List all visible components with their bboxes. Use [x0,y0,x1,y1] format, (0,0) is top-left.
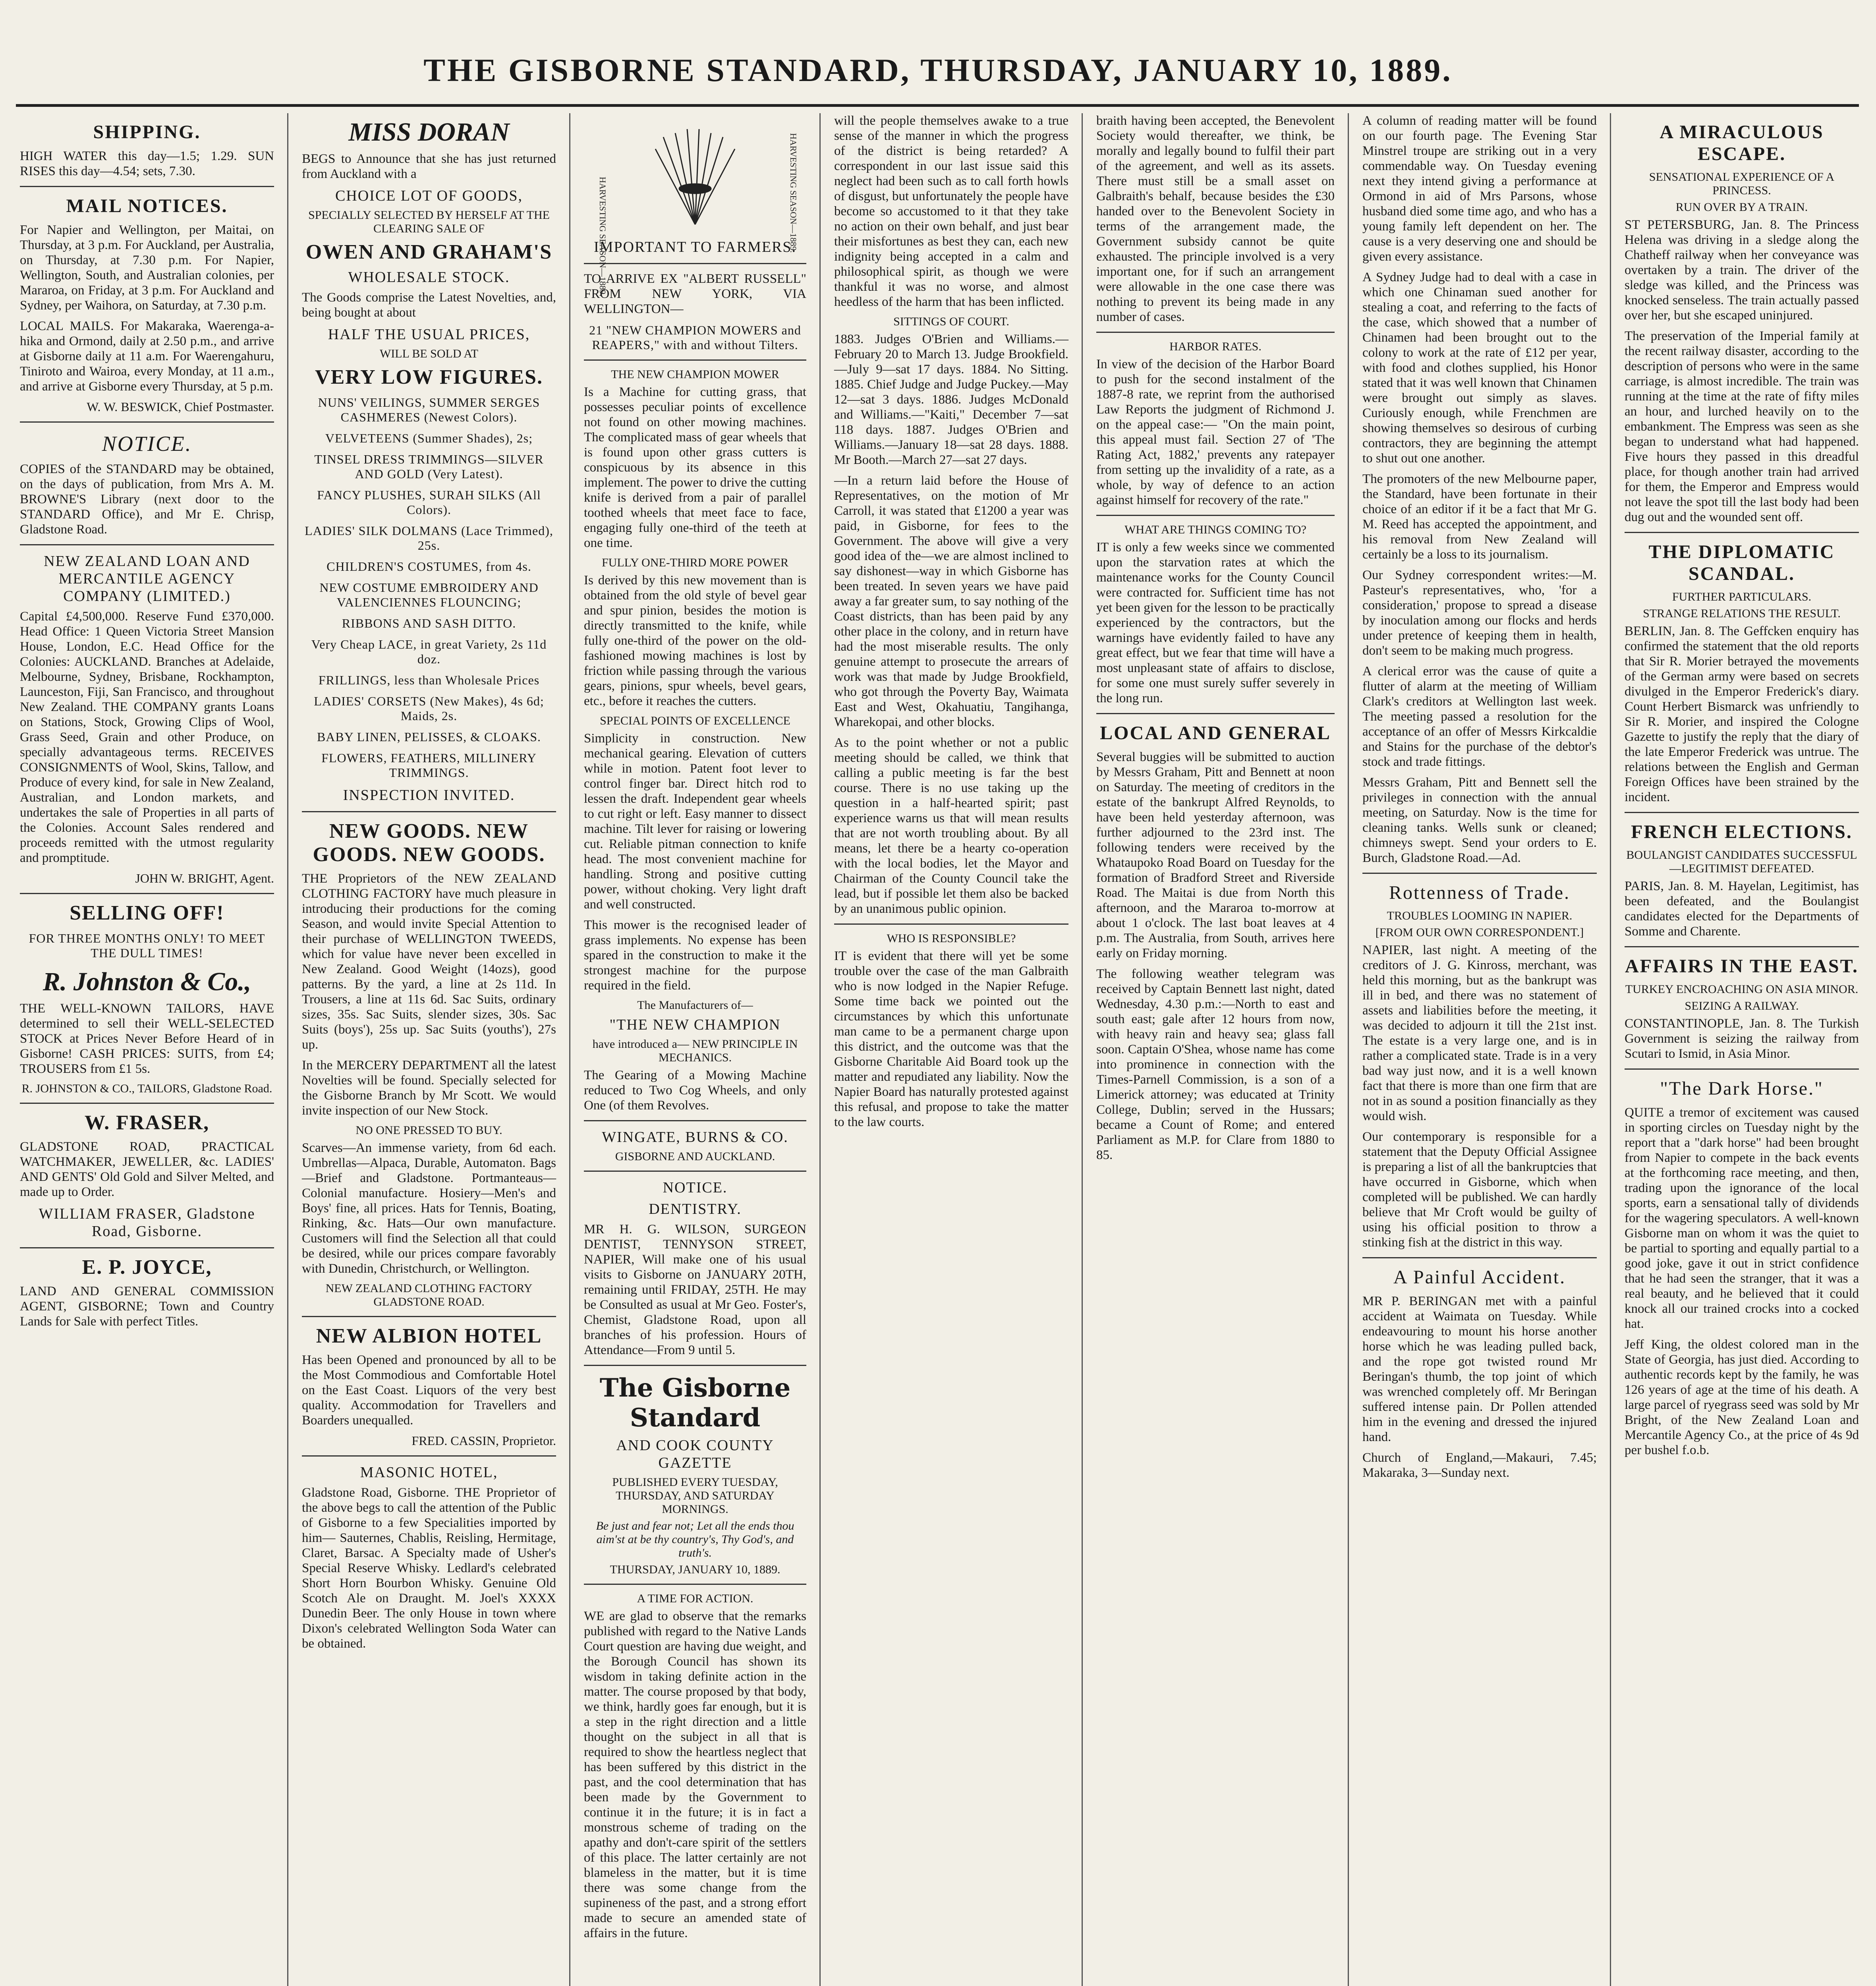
things-text: IT is only a few weeks since we commented upon the starvation rates at which the maintenance works for the County Council were contracted for. Sufficient time has not yet been given for the lesson to be practically experienced by the contractors, but the warnings have evidently failed to have any great effect, but we fear that time will have a most unpleasant state of affairs to disclose, for some one must surely suffer severely in the long run. [1096,540,1335,705]
east-heading: AFFAIRS IN THE EAST. [1625,956,1859,977]
fully-text: Is derived by this new movement than is obtained from the old style of bevel gear and spur pinion, besides the motion is directly transmitted to the knife, while fully one-third of the power on the old-fashioned mowing machines is lost by friction while passing through the various gears, pinions, spur wheels, bevel gears, etc., before it reaches the cutters. [584,573,806,708]
editorial-text: will the people themselves awake to a true sense of the manner in which the progress of the district is being retarded? A correspondent in our last issue said this neglect had been such as to call forth howls of disgust, but unfortunately the people have become so accustomed to it that they take no action on their own behalf, and just bear their misfortunes as best they can, each new indignity being accepted in a calm and philosophical spirit, as though we were thankful it was no worse, and almost heedless of the harm that has been inflicted. [834,114,1068,309]
mail-text-local: LOCAL MAILS. For Makaraka, Waerenga-a-hika and Ormond, daily at 2.50 p.m., and arrive at Gisborne daily at 11 a.m. For Waerengahuru, Tiniroto and Wairoa, every Monday, at 11 a.m., and arrive at Gisborne every Thursday, at 5 p.m. [20,319,274,394]
joyce-title: E. P. JOYCE, [82,1256,212,1279]
gearing-text: The Gearing of a Mowing Machine reduced to Two Cog Wheels, and only One (of them Revolves. [584,1068,806,1113]
paper-publication: PUBLISHED EVERY TUESDAY, THURSDAY, AND SATURDAY MORNINGS. [612,1476,778,1516]
divider [20,1103,274,1104]
paper-subtitle: AND COOK COUNTY GAZETTE [616,1437,774,1471]
things-heading: WHAT ARE THINGS COMING TO? [1124,523,1306,536]
champion-sub: have introduced a— NEW PRINCIPLE IN MECHANICS. [592,1037,798,1064]
doran-line: VERY LOW FIGURES. [315,366,543,388]
wingate-title: WINGATE, BURNS & CO. [602,1129,788,1146]
divider [584,1171,806,1172]
accident-text: MR P. BERINGAN met with a painful accident at Waimata on Tuesday. While endeavouring to mount his horse another horse which he was leading pulled back, and the rope got twisted round Mr Beringan's thumb, the top joint of which was wrenched completely off. Mr Beringan suffered intense pain. Dr Pollen attended him in the evening and dressed the injured hand. [1362,1294,1597,1444]
paper-date: THURSDAY, JANUARY 10, 1889. [610,1563,781,1576]
column-divider [569,113,570,1986]
church-notice: Church of England,—Makauri, 7.45; Makaraka, 3—Sunday next. [1362,1451,1597,1480]
doran-item: FRILLINGS, less than Wholesale Prices [318,673,540,687]
divider [584,1584,806,1585]
inspection-invited: INSPECTION INVITED. [343,787,515,804]
doran-line: HALF THE USUAL PRICES, [328,326,530,343]
column-divider [1082,113,1083,1986]
editorial-text: braith having been accepted, the Benevolent Society would thereafter, we think, be morally and legally bound to fulfil their part of the agreement, and well as its assets. There must still be a small asset on Galbraith's behalf, because besides the £30 handed over to the Benevolent Society in terms of the arrangement made, the Government subsidy cannot be quite exhausted. The principle involved is a very important one, for if such an arrangement were allowable in the one case there was nothing to prevent its being made in any number of cases. [1096,114,1335,324]
editorial-text: As to the point whether or not a public meeting should be called, we think that calling a public meeting is far the best course. There is no use taking up the question in a half-hearted spirit; past experience warns us that will mean results that are not worth troubling about. By all means, let there be a hearty co-operation with the local bodies, let the Mayor and Chairman of the County Council take the lead, but if possible let them also be backed by an unanimous public opinion. [834,736,1068,916]
divider [20,1247,274,1248]
east-sub: TURKEY ENCROACHING ON ASIA MINOR. [1625,983,1859,996]
dentist-text: MR H. G. WILSON, SURGEON DENTIST, TENNYSON STREET, NAPIER, Will make one of his usual visits to Gisborne on JANUARY 20TH, remaining until FRIDAY, 25TH. He may be Consulted as usual at Mr Geo. Foster's, Chemist, Gladstone Road, upon all branches of his profession. Hours of Attendance—From 9 until 5. [584,1222,806,1357]
joyce-text: LAND AND GENERAL COMMISSION AGENT, GISBORNE; Town and Country Lands for Sale with perfect Titles. [20,1284,274,1329]
accident-heading: A Painful Accident. [1393,1267,1566,1288]
escape-sub: SENSATIONAL EXPERIENCE OF A PRINCESS. [1649,170,1835,197]
escape-heading: A MIRACULOUS ESCAPE. [1660,122,1824,164]
local-general-heading: LOCAL AND GENERAL [1100,723,1331,744]
news-text: A Sydney Judge had to deal with a case in which one Chinaman sued another for stealing a coat, and referring to the facts of the case, which showed that a number of Chinamen had been brought out to the colony to work at the rate of £12 per year, with food and clothes supplied, his Honor stated that it was well known that Chinamen were brought out simply as slaves. Curiously enough, while Frenchmen are showing themselves so desirous of curbing contractors, they are beginning the attempt to shut out one another. [1362,270,1597,466]
divider [302,1316,556,1317]
divider [1096,515,1335,516]
news-text: Our Sydney correspondent writes:—M. Pasteur's representatives, who, 'for a consideration,' propose to spread a disease by inoculation among our flocks and herds under pretence of keeping them in health, don't seem to be making much progress. [1362,568,1597,658]
nz-loan-heading: NEW ZEALAND LOAN AND MERCANTILE AGENCY COMPANY (LIMITED.) [44,553,250,605]
doran-item: FANCY PLUSHES, SURAH SILKS (All Colors). [317,488,541,517]
diplomatic-sub: FURTHER PARTICULARS. [1672,590,1812,603]
doran-item: LADIES' SILK DOLMANS (Lace Trimmed), 25s. [305,524,553,553]
responsible-heading: WHO IS RESPONSIBLE? [887,932,1016,945]
mower-text: Is a Machine for cutting grass, that possesses peculiar points of excellence not found on other mowing machines. The complicated mass of gear wheels that is found upon other grass cutters is conspicuous by its absence in this implement. The power to drive the cutting knife is derived from a pair of parallel toothed wheels that meet face to face, engaging fully one-third of the teeth at one time. [584,385,806,550]
divider [20,421,274,423]
mail-heading: MAIL NOTICES. [66,195,228,216]
news-text: A clerical error was the cause of quite a flutter of alarm at the meeting of William Clark's creditors at Wellington last week. The meeting passed a resolution for the acceptance of an offer of Messrs Kirkcaldie and Stains for the purchase of the debtor's stock and trade fittings. [1362,664,1597,769]
doran-item: FLOWERS, FEATHERS, MILLINERY TRIMMINGS. [321,751,537,780]
selling-off-heading: SELLING OFF! [70,902,224,924]
albion-signature: FRED. CASSIN, Proprietor. [412,1433,556,1448]
sittings-text: 1883. Judges O'Brien and Williams.—February 20 to March 13. Judge Brookfield.—July 9—sat 17 days. 1884. No Sitting. 1885. Chief Judge and Judge Puckey.—May 12—sat 3 days. 1886. Judges McDonald and Williams.—"Kaiti," December 7—sat 118 days. 1887. Judges O'Brien and Williams.—January 18—sat 28 days. 1888. Mr Booth.—March 27—sat 27 days. [834,332,1068,467]
column-5 [1084,113,1347,1986]
masonic-text: Gladstone Road, Gisborne. THE Proprietor of the above begs to call the attention of the Public of Gisborne to a few Specialities imported by him— Sauternes, Chablis, Reisling, Hermitage, Claret, Barsac. A Specialty made of Usher's Special Reserve Whisky. Ledlard's celebrated Short Horn Bourbon Whisky. Genuine Old Scotch Ale on Draught. M. Joel's XXXX Dunedin Beer. The only House in town where Dixon's celebrated Wellington Soda Water can be obtained. [302,1486,556,1651]
news-text: Jeff King, the oldest colored man in the State of Georgia, has just died. According to authentic records kept by the family, he was 126 years of age at the time of his death. A large parcel of ryegrass seed was sold by Mr Bright, of the New Zealand Loan and Mercantile Agency Co., at the price of 4s 9d per bushel f.o.b. [1625,1337,1859,1457]
french-sub: BOULANGIST CANDIDATES SUCCESSFUL—LEGITIMIST DEFEATED. [1626,848,1857,875]
johnston-signature: R. JOHNSTON & CO., TAILORS, Gladstone Road. [21,1082,272,1095]
dark-horse-text: QUITE a tremor of excitement was caused in sporting circles on Tuesday night by the report that a "dark horse" had been brought from Napier to compete in the back events at the forthcoming race meeting, and then, trading upon the ignorance of the local sports, earn a sensational tally of dividends for the wagering speculators. A well-known Gisborne man on whom it was the quiet to be partial to sporting and equally partial to a good joke, gave it out in strict confidence that he had seen the stranger, that it was a real beauty, and he believed that it could knock all our trained crocks into a cocked hat. [1625,1105,1859,1331]
albion-title: NEW ALBION HOTEL [316,1325,542,1347]
manufacturers-line: The Manufacturers of— [637,999,753,1012]
doran-item: NUNS' VEILINGS, SUMMER SERGES CASHMERES (Newest Colors). [318,395,540,424]
east-sub-2: SEIZING A RAILWAY. [1685,999,1799,1012]
svg-text:HARVESTING SEASON—1889.: HARVESTING SEASON—1889. [598,177,608,297]
doran-line: CHOICE LOT OF GOODS, [335,187,523,204]
divider [1096,713,1335,714]
column-1 [8,113,286,1986]
important-to-farmers: IMPORTANT TO FARMERS. [593,239,797,255]
french-text: PARIS, Jan. 8. M. Hayelan, Legitimist, has been defeated, and the Boulangist candidates elected for the Departments of Somme and Charente. [1625,879,1859,939]
divider [1625,946,1859,947]
clothing-factory-signature: NEW ZEALAND CLOTHING FACTORY GLADSTONE ROAD. [325,1282,533,1308]
paper-motto: Be just and fear not; Let all the ends thou aim'st at be thy country's, Thy God's, and truth's. [596,1519,794,1559]
masthead-rule [16,104,1859,107]
mail-signature: W. W. BESWICK, Chief Postmaster. [87,400,274,414]
masthead: THE GISBORNE STANDARD, THURSDAY, JANUARY 10, 1889. [423,52,1453,88]
column-3 [572,113,818,1986]
shipping-text: HIGH WATER this day—1.5; 1.29. SUN RISES this day—4.54; sets, 7.30. [20,149,274,178]
rottenness-heading: Rottenness of Trade. [1389,882,1570,903]
nz-loan-signature: JOHN W. BRIGHT, Agent. [135,871,274,885]
notice-heading-2: NOTICE. [663,1179,728,1196]
local-text: Several buggies will be submitted to auction by Messrs Graham, Pitt and Bennett at noon on Saturday. The meeting of creditors in the estate of the bankrupt Alfred Reynolds, to have been held yesterday afternoon, was further adjourned to the 23rd inst. The following tenders were received by the Whataupoko Road Board on Tuesday for the formation of Bradford Street and Riverside Road. The Maitai is due from North this afternoon, and the Mararoa to-morrow at about 1 o'clock. The last boat leaves at 4 p.m. The Australia, from South, arrives here early on Friday morning. [1096,750,1335,960]
editorial-text: IT is evident that there will yet be some trouble over the case of the man Galbraith who is now lodged in the Napier Refuge. Some time back we pointed out the circumstances by which this unfortunate man came to be a permanent charge upon this district, and the outcome was that the Gisborne Charitable Aid Board took up the matter and repudiated any liability. Now the Napier Board has naturally protested against this refusal, and propose to take the matter to the law courts. [834,949,1068,1129]
divider [1096,332,1335,333]
divider [584,359,806,361]
column-divider [1348,113,1349,1986]
johnston-text: THE WELL-KNOWN TAILORS, HAVE determined to sell their WELL-SELECTED STOCK at Prices Never Before Heard of in Gisborne! CASH PRICES: SUITS, from £4; TROUSERS from £1 5s. [20,1001,274,1076]
fraser-signature: WILLIAM FRASER, Gladstone Road, Gisborne. [39,1206,255,1240]
divider [20,186,274,187]
divider [20,893,274,894]
doran-line: OWEN AND GRAHAM'S [305,241,553,263]
notice-text: COPIES of the STANDARD may be obtained, on the days of publication, from Mrs A. M. BROWNE'S Library (next door to the STANDARD Office), and Mr E. Chrisp, Gladstone Road. [20,462,274,537]
action-heading: A TIME FOR ACTION. [637,1592,753,1605]
sittings-heading: SITTINGS OF COURT. [893,315,1009,328]
doran-item: CHILDREN'S COSTUMES, from 4s. [327,559,531,574]
news-text: Our contemporary is responsible for a statement that the Deputy Official Assignee is preparing a list of all the bankruptcies that have occurred in Gisborne, which when completed will be published. We can hardly believe that Mr Croft would be guilty of using his official position to throw a stinking fish at the district in this way. [1362,1130,1597,1250]
column-divider [287,113,288,1986]
local-text: The following weather telegram was received by Captain Bennett last night, dated Wednesday, 4.30 p.m.:—North to east and south east; gale after 12 hours from now, with heavy rain and heavy sea; glass fall soon. Captain O'Shea, whose name has come into prominence in connection with the Times-Parnell Commission, is a son of a Limerick attorney; was educated at Trinity College, Dublin; served in the Hussars; became a Count of Rome; and entered Parliament as M.P. for Clare from 1880 to 85. [1096,967,1335,1162]
escape-text: The preservation of the Imperial family at the recent railway disaster, according to the description of persons who were in the same carriage, is almost incredible. The train was running at the time at the rate of fifty miles an hour, and lurched heavily on to the embankment. The Empress was seen as she began to understand what had happened. Five hours they passed in this dreadful place, for though another train had arrived for them, the Emperor and Empress would not leave the spot till the last body had been dug out and the wounded sent off. [1625,329,1859,524]
doran-line: WHOLESALE STOCK. [348,269,510,286]
mower-heading: THE NEW CHAMPION MOWER [611,368,779,381]
champion-title: "THE NEW CHAMPION [609,1016,781,1033]
dentistry-heading: DENTISTRY. [649,1201,742,1217]
harbor-heading: HARBOR RATES. [1169,340,1262,353]
column-7 [1613,113,1871,1986]
doran-line: WILL BE SOLD AT [379,347,479,360]
divider [1625,532,1859,533]
doran-item: VELVETEENS (Summer Shades), 2s; [325,431,533,445]
doran-item: TINSEL DRESS TRIMMINGS—SILVER AND GOLD (Very Latest). [314,452,544,481]
doran-item: BABY LINEN, PELISSES, & CLOAKS. [317,730,541,744]
arrival-text: TO ARRIVE EX "ALBERT RUSSELL" FROM NEW YORK, VIA WELLINGTON— [584,272,806,316]
champion-count: 21 "NEW CHAMPION MOWERS and REAPERS," with and without Tilters. [589,323,801,352]
news-text: A column of reading matter will be found on our fourth page. The Evening Star Minstrel troupe are striking out in a very commendable way. On Tuesday evening next they intend giving a performance at Ormond in aid of Mrs Parsons, whose husband died some time ago, and who has a young family left dependent on her. The cause is a very deserving one and should be given every assistance. [1362,114,1597,264]
special-heading: SPECIAL POINTS OF EXCELLENCE [600,714,790,727]
news-text: The promoters of the new Melbourne paper, the Standard, have been fortunate in their choice of an editor if it be a fact that Mr G. M. Reed has accepted the appointment, and his removal from New Zealand will certainly be a loss to its journalism. [1362,472,1597,562]
column-6 [1350,113,1609,1986]
divider [302,811,556,812]
action-text: WE are glad to observe that the remarks published with regard to the Native Lands Court question are having due weight, and the Borough Council has shown its wisdom in taking definite action in the matter. The course proposed by that body, we think, hardly goes far enough, but it is a step in the right direction and a little thought on the subject in all that is required to show the heartless neglect that has been suffered by this district in the past, and the cool determination that has been made by the Government to continue it in the future; it is in fact a monstrous scheme of trading on the apathy and don't-care spirit of the settlers of this place. The latter certainly are not blameless in the matter, but it is time there was some change from the supineness of the past, and a strong effort made to secure an amended state of affairs in the future. [584,1609,806,1940]
masonic-title: MASONIC HOTEL, [360,1464,498,1481]
johnston-title: R. Johnston & Co., [43,967,251,996]
doran-text: The Goods comprise the Latest Novelties, and, being bought at about [302,290,556,320]
fraser-text: GLADSTONE ROAD, PRACTICAL WATCHMAKER, JEWELLER, &c. LADIES' AND GENTS' Old Gold and Silver Melted, and made up to Order. [20,1140,274,1199]
divider [584,1365,806,1366]
divider [1625,812,1859,813]
divider [834,923,1068,925]
selling-off-sub: FOR THREE MONTHS ONLY! TO MEET THE DULL TIMES! [29,931,265,960]
fully-heading: FULLY ONE-THIRD MORE POWER [601,556,789,569]
svg-text:HARVESTING SEASON—1889.: HARVESTING SEASON—1889. [788,133,798,253]
harbor-text: In view of the decision of the Harbor Board to push for the second instalment of the 1887-8 rate, we reprint from the authorised Law Reports the judgment of Richmond J. on the appeal case:— "On the main point, this appeal must fail. Section 27 of 'The Rating Act, 1882,' prevents any ratepayer from setting up the invalidity of a rate, as a whole, by way of defence to an action against himself for recovery of the rate." [1096,357,1335,507]
albion-text: Has been Opened and pronounced by all to be the Most Commodious and Comfortable Hotel on the East Coast. Liquors of the very best quality. Accommodation for Travellers and Boarders unequalled. [302,1353,556,1428]
east-text: CONSTANTINOPLE, Jan. 8. The Turkish Government is seizing the railway from Scutari to Ismid, in Asia Minor. [1625,1016,1859,1061]
no-one-pressed: NO ONE PRESSED TO BUY. [355,1124,502,1137]
divider [302,1455,556,1457]
troubles-text: NAPIER, last night. A meeting of the creditors of J. G. Kinross, merchant, was held this morning, but as the bankrupt was ill in bed, and there was no statement of assets and liabilities before the meeting, it was decided to adjourn it till the 21st inst. The estate is a very large one, and is in rather a complicated state. Trade is in a very bad way just now, and it is a well known fact that there is more than one firm that are not in as sound a position financially as they would wish. [1362,943,1597,1123]
mail-text: For Napier and Wellington, per Maitai, on Thursday, at 3 p.m. For Auckland, per Australia, on Thursday, at 7.30 p.m. For Napier, Wellington, South, and Australian colonies, per Mararoa, on Friday, at 3 p.m. For Auckland and Sydney, per Waihora, on Saturday, at 7.30 p.m. [20,223,274,313]
new-goods-text: Scarves—An immense variety, from 6d each. Umbrellas—Alpaca, Durable, Automaton. Bags—Brief and Gladstone. Portmanteaus—Colonial manufacture. Hosiery—Men's and Boys' fine, all prices. Hats for Tennis, Boating, Rinking, &c. Hats—Our own manufacture. Customers will find the Selection all that could be desired, while our prices compare favorably with Dunedin, Christchurch, or Wellington. [302,1141,556,1276]
notice-heading: NOTICE. [102,432,192,456]
fraser-title: W. FRASER, [84,1111,210,1134]
divider [584,263,806,264]
escape-text: ST PETERSBURG, Jan. 8. The Princess Helena was driving in a sledge along the Chatheff railway when her conveyance was overtaken by a train. The driver of the sledge was killed, and the Princess was knocked senseless. The train actually passed over her, but she escaped uninjured. [1625,218,1859,323]
french-heading: FRENCH ELECTIONS. [1631,821,1853,842]
diplomatic-sub-2: STRANGE RELATIONS THE RESULT. [1643,607,1841,620]
news-text: Messrs Graham, Pitt and Bennett sell the privileges in connection with the annual meeting, on Saturday. Now is the time for cleaning tanks. Wells sunk or cleaned; chimneys swept. Send your orders to E. Burch, Gladstone Road.—Ad. [1362,775,1597,865]
new-goods-text: THE Proprietors of the NEW ZEALAND CLOTHING FACTORY have much pleasure in introducing their productions for the coming Season, and would invite Special Attention to their purchase of WELLINGTON TWEEDS, which for value have never been excelled in New Zealand. Good Weight (14ozs), good patterns. By the yard, a line at 2s 11d. In Trousers, a line at 11s 6d. Sac Suits, ordinary sizes, 35s. Sac Suits, slender sizes, 30s. Sac Suits (boys'), 25s up. Sac Suits (youths'), 27s up. [302,871,556,1052]
column-divider [819,113,821,1986]
new-goods-text: In the MERCERY DEPARTMENT all the latest Novelties will be found. Specially selected for the Gisborne Branch by Mr Scott. We would invite inspection of our New Stock. [302,1058,556,1118]
new-goods-title: NEW GOODS. NEW GOODS. NEW GOODS. [313,820,545,866]
doran-intro: BEGS to Announce that she has just returned from Auckland with a [302,152,556,181]
dark-horse-heading: "The Dark Horse." [1660,1078,1824,1099]
doran-line: SPECIALLY SELECTED BY HERSELF AT THE CLEARING SALE OF [308,209,550,235]
diplomatic-heading: THE DIPLOMATIC SCANDAL. [1648,541,1835,584]
divider [584,1120,806,1121]
escape-sub-2: RUN OVER BY A TRAIN. [1675,201,1808,214]
doran-item: NEW COSTUME EMBROIDERY AND VALENCIENNES FLOUNCING; [319,580,539,609]
doran-item: Very Cheap LACE, in great Variety, 2s 11d doz. [311,637,547,666]
paper-title: The Gisborne Standard [599,1373,791,1433]
diplomatic-text: BERLIN, Jan. 8. The Geffcken enquiry has confirmed the statement that the old reports that Sir R. Morier betrayed the movements of the German army were based on secrets divulged in the Emperor Frederick's diary. Count Herbert Bismarck was unfriendly to Sir R. Morier, and inspired the Cologne Gazette to justify the reply that the diary of the late Emperor Frederick was untrue. The relations between the English and German Foreign Offices have been strained by the incident. [1625,624,1859,804]
special-text: Simplicity in construction. New mechanical gearing. Elevation of cutters while in motion. Patent foot lever to control finger bar. Direct hitch rod to lessen the draft. Independent gear wheels to cut right or left. Easy manner to dissect machine. Tilt lever for raising or lowering cut. Reliable pitman connection to knife head. The most convenient machine for handling. Strong and positive cutting power, without choking. Very light draft and well constructed. [584,731,806,912]
column-2 [290,113,568,1986]
divider [1362,1257,1597,1258]
doran-item: RIBBONS AND SASH DITTO. [342,616,516,630]
divider [1362,873,1597,874]
doran-title: MISS DORAN [348,118,510,147]
doran-item: LADIES' CORSETS (New Makes), 4s 6d; Maids, 2s. [314,694,544,723]
column-4 [822,113,1080,1986]
column-divider [1610,113,1611,1986]
troubles-heading: TROUBLES LOOMING IN NAPIER. [1387,909,1573,922]
nz-loan-text: Capital £4,500,000. Reserve Fund £370,000. Head Office: 1 Queen Victoria Street Mansion House, London, E.C. Head Office for the Colonies: AUCKLAND. Branches at Adelaide, Melbourne, Sydney, Brisbane, Rockhampton, Launceston, Fiji, San Francisco, and throughout New Zealand. THE COMPANY grants Loans on Stations, Stock, Growing Clips of Wool, Grass Seed, Grain and other Produce, on specially advantageous terms. RECEIVES CONSIGNMENTS of Wool, Skins, Tallow, and Produce of every kind, for sale in New Zealand, Australian, and London markets, and undertakes the sale of Properties in all parts of the Colonies. Account Sales rendered and proceeds remitted with the utmost regularity and promptitude. [20,609,274,865]
wingate-sub: GISBORNE AND AUCKLAND. [615,1150,775,1163]
editorial-text: —In a return laid before the House of Representatives, on the motion of Mr Carroll, it was stated that £1200 a year was paid, in Gisborne, for fees to the Government. The above will give a very good idea of the—we are almost inclined to say dishonest—way in which Gisborne has been treated. In seven years we have paid away a far greater sum, to say nothing of the Coast districts, than has been paid by any other place in the colony, and in return have had the most miserable results. The only genuine attempt to prosecute the arrears of work was that made by Judge Brookfield, who got through the Poverty Bay, Waimata East and West, Okahuatiu, Tangihanga, Wharekopai, and other blocks. [834,473,1068,729]
troubles-sub: [FROM OUR OWN CORRESPONDENT.] [1375,926,1584,939]
mower-text: This mower is the recognised leader of grass implements. No expense has been spared in the construction to make it the strongest machine for the purpose required in the field. [584,918,806,993]
divider [20,544,274,545]
shipping-heading: SHIPPING. [93,122,201,143]
divider [1625,1068,1859,1070]
